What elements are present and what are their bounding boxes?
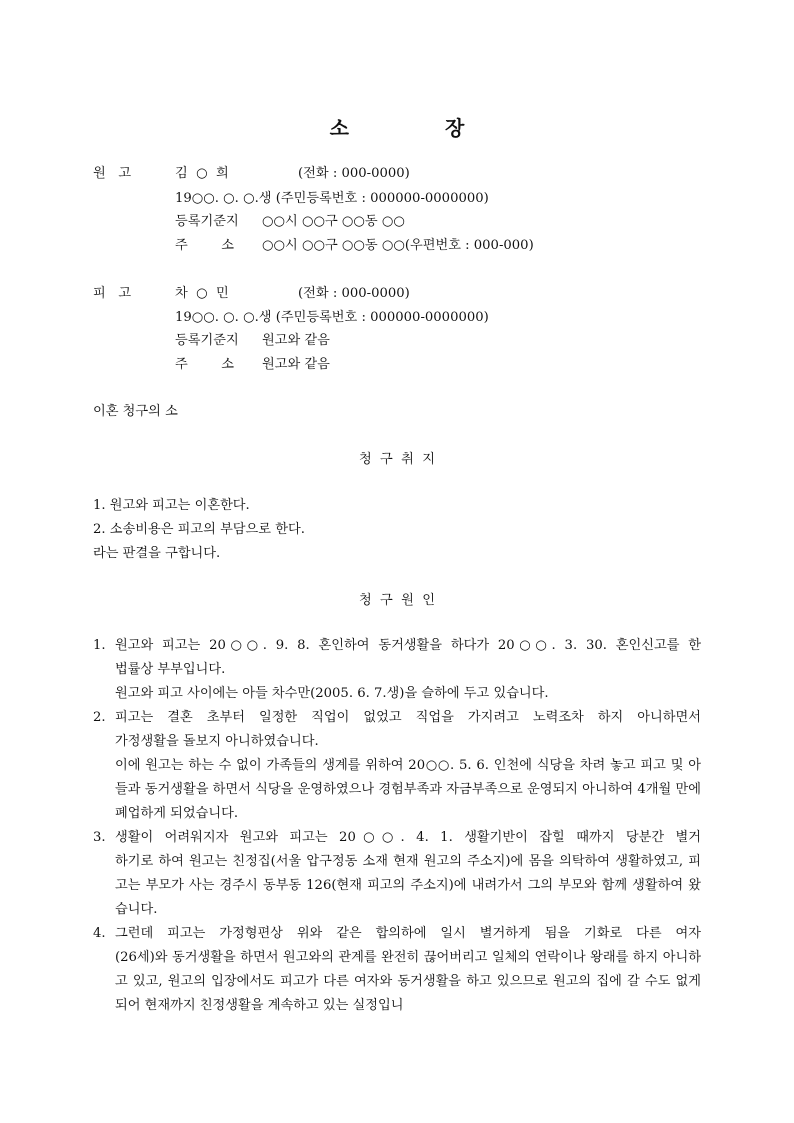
cause-item-2-extra: 이에 원고는 하는 수 없이 가족들의 생계를 위하여 20○○. 5. 6. 인천에 식당을 차려 놓고 피고 및 아들과 동거생활을 하면서 식당을 운영하였으나 경험부족과 자금부족으로 운영되지 아니하여 4개월 만에 폐업하게 되었습니다. bbox=[115, 758, 701, 821]
claim-purpose-item-1: 1. 원고와 피고는 이혼한다. bbox=[93, 498, 250, 513]
plaintiff-reg-value: ○○시 ○○구 ○○동 ○○ bbox=[262, 214, 405, 229]
cause-item-1-extra: 원고와 피고 사이에는 아들 차수만(2005. 6. 7.생)을 슬하에 두고 있습니다. bbox=[115, 686, 549, 701]
cause-item-3-first-line: 생활이 어려워지자 원고와 피고는 20○○. 4. 1. 생활기반이 잡힐 때까지 당분간 별거 bbox=[115, 830, 701, 845]
title-char-1: 소 bbox=[329, 116, 349, 140]
plaintiff-reg-label: 등록기준지 bbox=[175, 214, 239, 229]
defendant-addr-label: 주 소 bbox=[175, 357, 235, 372]
page-title bbox=[0, 112, 794, 141]
cause-item-4-rest: (26세)와 동거생활을 하면서 원고와의 관계를 완전히 끊어버리고 일체의 연락이나 왕래를 하지 아니하고 있고, 원고의 입장에서도 피고가 다른 여자와 동거생활을 하고 있으므로 원고의 집에 갈 수도 없게 되어 현재까지 친정생활을 계속하고 있는 실정입니 bbox=[115, 950, 701, 1013]
claim-purpose-closing: 라는 판결을 구합니다. bbox=[93, 546, 221, 561]
claim-purpose-heading: 청 구 취 지 bbox=[358, 452, 436, 467]
defendant-role-label: 피 고 bbox=[93, 286, 132, 301]
cause-item-2-number: 2. bbox=[93, 710, 106, 725]
defendant-reg-label: 등록기준지 bbox=[175, 333, 239, 348]
cause-item-3-rest: 하기로 하여 원고는 친정집(서울 압구정동 소재 현재 원고의 주소지)에 몸을 의탁하여 생활하였고, 피고는 부모가 사는 경주시 동부동 126(현재 피고의 주소지)에 내려가서 그의 부모와 함께 생활하여 왔습니다. bbox=[115, 854, 701, 917]
plaintiff-addr-label: 주 소 bbox=[175, 238, 235, 253]
defendant-phone: (전화 : 000-0000) bbox=[298, 286, 410, 301]
case-title: 이혼 청구의 소 bbox=[93, 404, 178, 419]
claim-cause-heading: 청 구 원 인 bbox=[358, 593, 436, 608]
plaintiff-addr-value: ○○시 ○○구 ○○동 ○○(우편번호 : 000-000) bbox=[262, 238, 534, 253]
defendant-birth: 19○○. ○. ○.생 (주민등록번호 : 000000-0000000) bbox=[175, 310, 489, 325]
plaintiff-phone: (전화 : 000-0000) bbox=[298, 166, 410, 181]
defendant-reg-value: 원고와 같음 bbox=[262, 333, 330, 348]
cause-item-4-first-line: 그런데 피고는 가정형편상 위와 같은 합의하에 일시 별거하게 됨을 기화로 다른 여자 bbox=[115, 926, 701, 941]
cause-item-1-number: 1. bbox=[93, 638, 106, 653]
title-char-2: 장 bbox=[445, 116, 465, 140]
defendant-name: 차 ○ 민 bbox=[175, 286, 229, 301]
cause-item-4-number: 4. bbox=[93, 926, 106, 941]
claim-purpose-item-2: 2. 소송비용은 피고의 부담으로 한다. bbox=[93, 522, 305, 537]
plaintiff-birth: 19○○. ○. ○.생 (주민등록번호 : 000000-0000000) bbox=[175, 191, 489, 206]
plaintiff-name: 김 ○ 희 bbox=[175, 166, 229, 181]
plaintiff-role-label: 원 고 bbox=[93, 166, 132, 181]
defendant-addr-value: 원고와 같음 bbox=[262, 357, 330, 372]
cause-item-2-first-line: 피고는 결혼 초부터 일정한 직업이 없었고 직업을 가지려고 노력조차 하지 아니하면서 bbox=[115, 710, 701, 725]
cause-item-1-rest: 법률상 부부입니다. bbox=[115, 662, 226, 677]
cause-item-2-rest: 가정생활을 돌보지 아니하였습니다. bbox=[115, 734, 319, 749]
cause-item-1-first-line: 원고와 피고는 20○○. 9. 8. 혼인하여 동거생활을 하다가 20○○. 3. 30. 혼인신고를 한 bbox=[115, 638, 701, 653]
cause-item-3-number: 3. bbox=[93, 830, 106, 845]
